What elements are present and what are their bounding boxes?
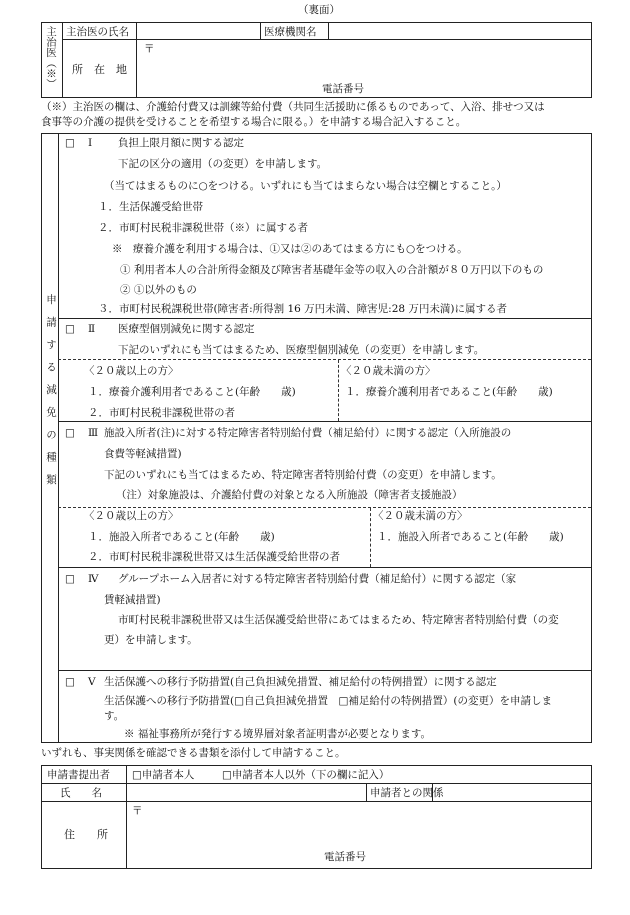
sec1-line2: （当てはまるものに○をつける。いずれにも当てはまらない場合は空欄とすること。） bbox=[104, 180, 507, 192]
sec1-number: Ⅰ bbox=[88, 137, 93, 149]
sec2-title: 医療型個別減免に関する認定 bbox=[118, 323, 255, 335]
institution-field[interactable] bbox=[330, 23, 590, 39]
sec1-item2: ２．市町村民税非課税世帯（※）に属する者 bbox=[98, 222, 308, 234]
sec1-note: ※ 療養介護を利用する場合は、①又は②のあてはまる方にも○をつける。 bbox=[112, 243, 468, 255]
doctor-address-field[interactable] bbox=[138, 41, 590, 96]
sec1-title: 負担上限月額に関する認定 bbox=[118, 137, 244, 149]
sec3-left-item2: ２．市町村民税非課税世帯又は生活保護受給世帯の者 bbox=[88, 551, 340, 563]
sec1-item1: １．生活保護受給世帯 bbox=[98, 201, 203, 213]
submitter-label: 申請書提出者 bbox=[47, 769, 110, 781]
sec4-line1: 市町村民税非課税世帯又は生活保護受給世帯にあてはまるため、特定障害者特別給付費（の変 bbox=[118, 614, 559, 626]
doctor-phone-label: 電話番号 bbox=[322, 83, 364, 95]
sec2-left-head: 〈２０歳以上の方〉 bbox=[84, 365, 179, 377]
institution-label: 医療機関名 bbox=[264, 26, 317, 38]
submitter-option-other[interactable]: □申請者本人以外（下の欄に記入） bbox=[222, 769, 390, 781]
sec3-right-head: 〈２０歳未満の方〉 bbox=[373, 510, 468, 522]
submitter-address-label: 住 所 bbox=[64, 828, 108, 841]
sec5-line1: 生活保護への移行予防措置(□自己負担減免措置 □補足給付の特例措置）(の変更）を申請しま bbox=[104, 695, 553, 707]
sec4-title1: グループホーム入居者に対する特定障害者特別給付費（補足給付）に関する認定（家 bbox=[118, 573, 517, 585]
relation-field[interactable] bbox=[434, 784, 590, 800]
sec3-checkbox[interactable]: □ bbox=[65, 427, 75, 439]
sec5-title: 生活保護への移行予防措置(自己負担減免措置、補足給付の特例措置）に関する認定 bbox=[104, 676, 497, 688]
doctor-address-label: 所 在 地 bbox=[72, 63, 127, 76]
sec1-sub2: ② ①以外のもの bbox=[120, 284, 197, 296]
doctor-note-line1: （※）主治医の欄は、介護給付費又は訓練等給付費（共同生活援助に係るものであって、入浴、排せつ又は bbox=[41, 101, 545, 113]
doctor-note-line2: 食事等の介護の提供を受けることを希望する場合に限る。）を申請する場合記入すること。 bbox=[41, 116, 467, 128]
sec1-line1: 下記の区分の適用（の変更）を申請します。 bbox=[118, 158, 328, 170]
doctor-section-label: 主治医（※） bbox=[45, 26, 57, 89]
reduction-types-label: 申請する減免の種類 bbox=[45, 294, 57, 497]
sec4-number: Ⅳ bbox=[88, 573, 99, 585]
submitter-name-field[interactable] bbox=[128, 784, 364, 800]
sec2-left-item1: １．療養介護利用者であること(年齢 歳) bbox=[88, 386, 296, 398]
sec5-note: ※ 福祉事務所が発行する境界層対象者証明書が必要となります。 bbox=[124, 728, 431, 740]
sec1-item3: ３．市町村民税課税世帯(障害者:所得割 16 万円未満、障害児:28 万円未満)に属する者 bbox=[98, 303, 508, 315]
relation-label: 申請者との関係 bbox=[370, 787, 444, 799]
submitter-option-self[interactable]: □申請者本人 bbox=[132, 769, 195, 781]
sec2-left-item2: ２．市町村民税非課税世帯の者 bbox=[88, 407, 235, 419]
sec3-title1: 施設入所者(注)に対する特定障害者特別給付費（補足給付）に関する認定（入所施設の bbox=[104, 427, 512, 439]
sec1-sub1: ① 利用者本人の合計所得金額及び障害者基礎年金等の収入の合計額が８０万円以下のもの bbox=[120, 264, 544, 276]
doctor-name-label: 主治医の氏名 bbox=[66, 26, 129, 38]
submitter-name-label: 氏 名 bbox=[60, 787, 102, 799]
sec3-left-head: 〈２０歳以上の方〉 bbox=[84, 510, 179, 522]
submitter-postal-mark: 〒 bbox=[132, 805, 143, 817]
sec3-right-item1: １．施設入所者であること(年齢 歳) bbox=[377, 531, 564, 543]
sec4-line2: 更）を申請します。 bbox=[104, 634, 198, 646]
submitter-phone-label: 電話番号 bbox=[324, 851, 366, 863]
sec2-line1: 下記のいずれにも当てはまるため、医療型個別減免（の変更）を申請します。 bbox=[118, 344, 485, 356]
sec2-number: Ⅱ bbox=[88, 323, 96, 335]
sec2-right-item1: １．療養介護利用者であること(年齢 歳) bbox=[345, 386, 553, 398]
sec4-checkbox[interactable]: □ bbox=[65, 573, 75, 585]
sec2-right-head: 〈２０歳未満の方〉 bbox=[341, 365, 436, 377]
attachment-note: いずれも、事実関係を確認できる書類を添付して申請すること。 bbox=[41, 747, 346, 759]
sec3-left-item1: １．施設入所者であること(年齢 歳) bbox=[88, 531, 275, 543]
sec1-checkbox[interactable]: □ bbox=[65, 137, 75, 149]
doctor-name-field[interactable] bbox=[138, 23, 258, 39]
doctor-postal-mark: 〒 bbox=[144, 43, 155, 55]
sec5-line2: す。 bbox=[104, 710, 125, 722]
sec5-checkbox[interactable]: □ bbox=[65, 676, 75, 688]
sec4-title2: 賃軽減措置) bbox=[104, 594, 161, 606]
sec3-title2: 食費等軽減措置) bbox=[104, 448, 182, 460]
sec3-number: Ⅲ bbox=[88, 427, 99, 439]
sec3-line2: （注）対象施設は、介護給付費の対象となる入所施設（障害者支援施設） bbox=[116, 489, 463, 501]
sec2-checkbox[interactable]: □ bbox=[65, 323, 75, 335]
page-side-label: （裏面） bbox=[298, 4, 340, 16]
sec3-line1: 下記のいずれにも当てはまるため、特定障害者特別給付費（の変更）を申請します。 bbox=[104, 469, 502, 481]
sec5-number: Ⅴ bbox=[88, 676, 96, 688]
